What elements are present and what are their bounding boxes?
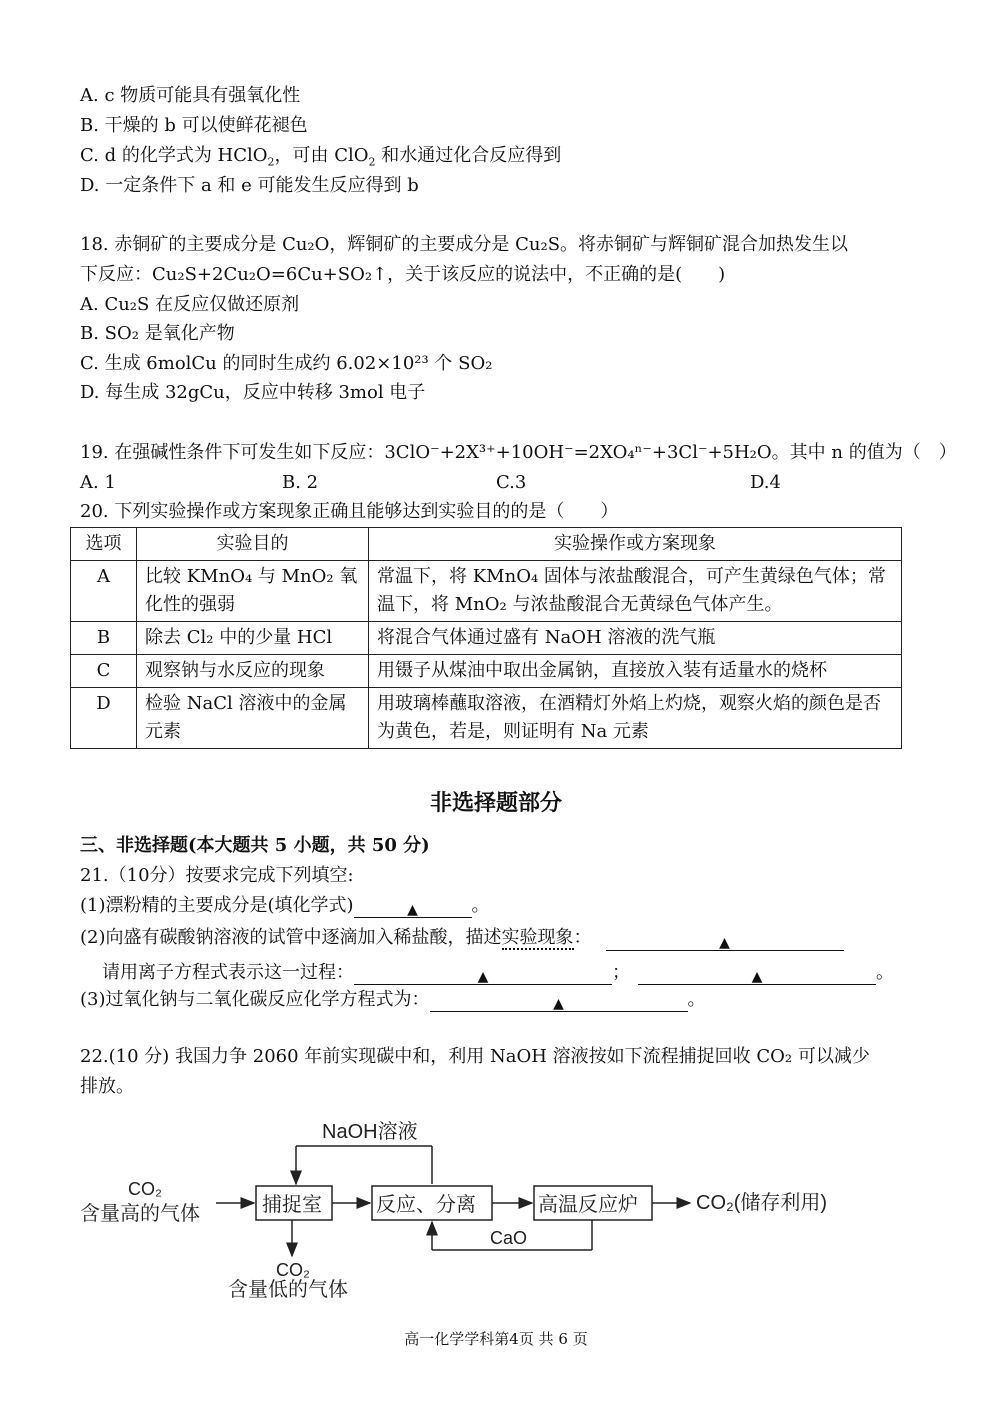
- header-goal: 实验目的: [137, 528, 369, 561]
- table-row: [71, 561, 902, 622]
- q17-option-a: A. c 物质可能具有强氧化性: [80, 85, 301, 106]
- q21-part2-equation: 请用离子方程式表示这一过程： ▲ ； ▲ 。: [102, 962, 894, 985]
- row-goal: 比较 KMnO₄ 与 MnO₂ 氧化性的强弱: [137, 561, 369, 622]
- low-gas-label: 含量低的气体: [228, 1279, 348, 1301]
- q21-part2: (2)向盛有碳酸钠溶液的试管中逐滴加入稀盐酸，描述实验现象： ▲: [80, 926, 844, 951]
- header-option: 选项: [71, 528, 137, 561]
- cao-label: CaO: [490, 1228, 528, 1248]
- row-operation: 用玻璃棒蘸取溶液，在酒精灯外焰上灼烧，观察火焰的颜色是否为黄色，若是，则证明有 Na 元素: [369, 688, 902, 749]
- q18-option-d: D. 每生成 32gCu，反应中转移 3mol 电子: [80, 382, 426, 403]
- q19-option-a: A. 1: [80, 472, 116, 493]
- high-temp-furnace-label: 高温反应炉: [538, 1194, 638, 1216]
- header-operation: 实验操作或方案现象: [369, 528, 902, 561]
- q21-part1: (1)漂粉精的主要成分是(填化学式) ▲ 。: [80, 895, 490, 918]
- q18-option-a: A. Cu₂S 在反应仅做还原剂: [80, 294, 300, 315]
- q17-option-c: C. d 的化学式为 HClO$_2$，可由 ClO$_2$ 和水通过化合反应得到: [80, 145, 562, 169]
- row-option: A: [71, 561, 137, 622]
- low-co2-label: CO₂: [276, 1260, 310, 1280]
- answer-blank[interactable]: ▲: [354, 964, 612, 985]
- answer-blank[interactable]: ▲: [606, 930, 844, 951]
- q18-stem-line1: 18. 赤铜矿的主要成分是 Cu₂O，辉铜矿的主要成分是 Cu₂S。将赤铜矿与辉铜矿混合加热发生以: [80, 234, 849, 255]
- output-label: CO₂(储存利用): [696, 1192, 828, 1214]
- q19-option-c: C.3: [496, 472, 527, 493]
- row-option: B: [71, 622, 137, 655]
- q18-option-b: B. SO₂ 是氧化产物: [80, 323, 235, 344]
- answer-blank[interactable]: ▲: [638, 964, 876, 985]
- q19-option-d: D.4: [750, 472, 781, 493]
- reaction-separation-label: 反应、分离: [376, 1194, 476, 1216]
- input-gas-label: 含量高的气体: [80, 1203, 200, 1225]
- q19-stem: 19. 在强碱性条件下可发生如下反应：3ClO⁻+2X³⁺+10OH⁻=2XO₄ⁿ⁻+3Cl⁻+5H₂O。其中 n 的值为（ ）: [80, 442, 957, 463]
- naoh-label: NaOH溶液: [322, 1121, 418, 1143]
- row-goal: 观察钠与水反应的现象: [137, 655, 369, 688]
- q19-option-b: B. 2: [282, 472, 319, 493]
- section-3-heading: 三、非选择题(本大题共 5 小题，共 50 分): [80, 835, 430, 856]
- table-header-row: [71, 528, 902, 561]
- q21-stem: 21.（10分）按要求完成下列填空:: [80, 865, 354, 886]
- row-operation: 用镊子从煤油中取出金属钠，直接放入装有适量水的烧杯: [369, 655, 902, 688]
- q21-part3: (3)过氧化钠与二氧化碳反应化学方程式为： ▲ 。: [80, 989, 706, 1012]
- q17-option-b: B. 干燥的 b 可以使鲜花褪色: [80, 115, 308, 136]
- answer-blank[interactable]: ▲: [354, 897, 472, 918]
- page-footer: 高一化学学科第4页 共 6 页: [404, 1330, 588, 1348]
- capture-chamber-label: 捕捉室: [262, 1194, 322, 1216]
- row-goal: 除去 Cl₂ 中的少量 HCl: [137, 622, 369, 655]
- q22-stem-line1: 22.(10 分) 我国力争 2060 年前实现碳中和，利用 NaOH 溶液按如下流程捕捉回收 CO₂ 可以减少: [80, 1046, 870, 1067]
- row-option: C: [71, 655, 137, 688]
- row-operation: 将混合气体通过盛有 NaOH 溶液的洗气瓶: [369, 622, 902, 655]
- row-option: D: [71, 688, 137, 749]
- co2-capture-flowchart: [0, 1100, 992, 1310]
- q20-table: [70, 527, 902, 749]
- table-row: [71, 655, 902, 688]
- q18-option-c: C. 生成 6molCu 的同时生成约 6.02×10²³ 个 SO₂: [80, 353, 493, 374]
- answer-blank[interactable]: ▲: [430, 991, 688, 1012]
- section-title: 非选择题部分: [429, 790, 562, 816]
- input-co2-label: CO₂: [128, 1179, 162, 1199]
- row-goal: 检验 NaCl 溶液中的金属元素: [137, 688, 369, 749]
- row-operation: 常温下，将 KMnO₄ 固体与浓盐酸混合，可产生黄绿色气体；常温下，将 MnO₂ 与浓盐酸混合无黄绿色气体产生。: [369, 561, 902, 622]
- q17-option-d: D. 一定条件下 a 和 e 可能发生反应得到 b: [80, 175, 419, 196]
- q18-stem-line2: 下反应：Cu₂S+2Cu₂O=6Cu+SO₂↑，关于该反应的说法中，不正确的是( ): [80, 264, 726, 285]
- table-row: [71, 688, 902, 749]
- q22-stem-line2: 排放。: [80, 1076, 134, 1097]
- table-row: [71, 622, 902, 655]
- q20-stem: 20. 下列实验操作或方案现象正确且能够达到实验目的的是（ ）: [80, 501, 619, 522]
